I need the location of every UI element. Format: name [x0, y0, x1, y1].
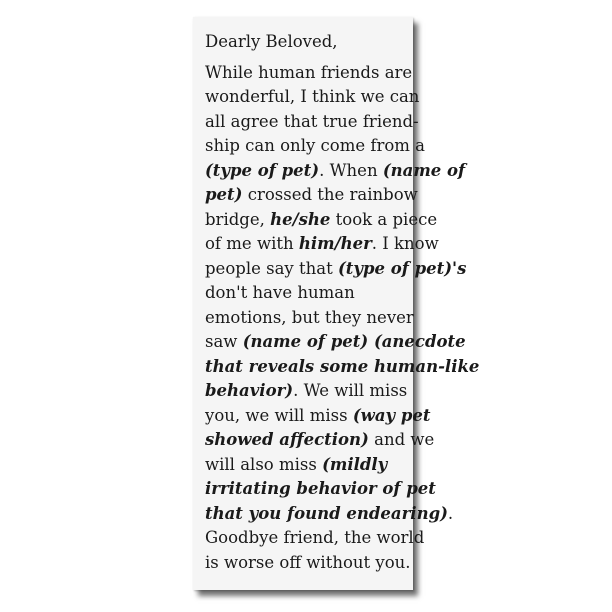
placeholder-text: pet) [205, 185, 243, 204]
text-line [205, 502, 454, 527]
text-line [205, 551, 411, 576]
body-text-segment: . [447, 503, 454, 523]
salutation: Dearly Beloved, [205, 32, 338, 51]
body-text-segment: bridge, [205, 209, 271, 229]
body-text-segment: crossed the rainbow [242, 185, 418, 204]
body-text-segment: ship can only come from a [205, 136, 426, 155]
placeholder-text: showed affection) [205, 430, 369, 449]
body-text-segment: saw [205, 332, 243, 351]
body-text-segment: people say that [205, 258, 338, 278]
body-text-segment: will also miss [205, 454, 323, 474]
text-line [205, 526, 425, 551]
text-line [205, 61, 413, 86]
text-line [205, 379, 408, 404]
body-text-segment: and we [368, 430, 435, 449]
placeholder-text: (name of [382, 160, 466, 180]
text-line [205, 159, 466, 184]
text-line [205, 208, 438, 233]
placeholder-text: that you found endearing) [205, 503, 448, 523]
text-line [205, 330, 466, 355]
placeholder-text: (mildly [322, 454, 388, 474]
text-line [205, 428, 435, 453]
text-line [205, 85, 420, 110]
text-line [205, 306, 414, 331]
text-line [205, 134, 426, 159]
placeholder-text: (type of pet) [205, 160, 320, 180]
text-line [205, 281, 404, 306]
text-line [205, 355, 480, 380]
eulogy-body [205, 61, 480, 576]
body-text-segment: While human friends are [205, 62, 413, 82]
body-text-segment: don't have human [205, 283, 355, 302]
text-line [205, 257, 467, 282]
placeholder-text: irritating behavior of pet [205, 479, 436, 498]
body-text-segment: Goodbye friend, the world [205, 528, 425, 547]
placeholder-text: (way pet [352, 405, 431, 425]
body-text-segment: is worse off without you. [205, 552, 411, 572]
text-line [205, 110, 419, 135]
text-line [205, 477, 436, 502]
body-text-segment: . We will miss [293, 381, 408, 400]
body-text-segment: . I know [371, 234, 439, 253]
placeholder-text: that reveals some human-like [205, 356, 480, 376]
body-text-segment: wonderful, I think we can [205, 87, 420, 106]
body-text-segment: took a piece [330, 209, 438, 229]
placeholder-text: (name of pet) (anecdote [242, 332, 466, 351]
placeholder-text: he/she [270, 209, 331, 229]
body-text-segment: you, we will miss [205, 405, 353, 425]
body-text-segment: of me with [205, 234, 299, 253]
placeholder-text: behavior) [205, 381, 294, 400]
body-text-segment: all agree that true friend- [205, 111, 419, 131]
eulogy-card [193, 17, 480, 590]
text-line [205, 232, 439, 257]
body-text-segment: . When [319, 160, 383, 180]
placeholder-text: (type of pet)'s [337, 258, 467, 278]
text-line [205, 453, 404, 478]
placeholder-text: him/her [298, 234, 372, 253]
body-text-segment: emotions, but they never [205, 307, 414, 327]
text-line [205, 404, 431, 429]
text-line [205, 183, 418, 208]
